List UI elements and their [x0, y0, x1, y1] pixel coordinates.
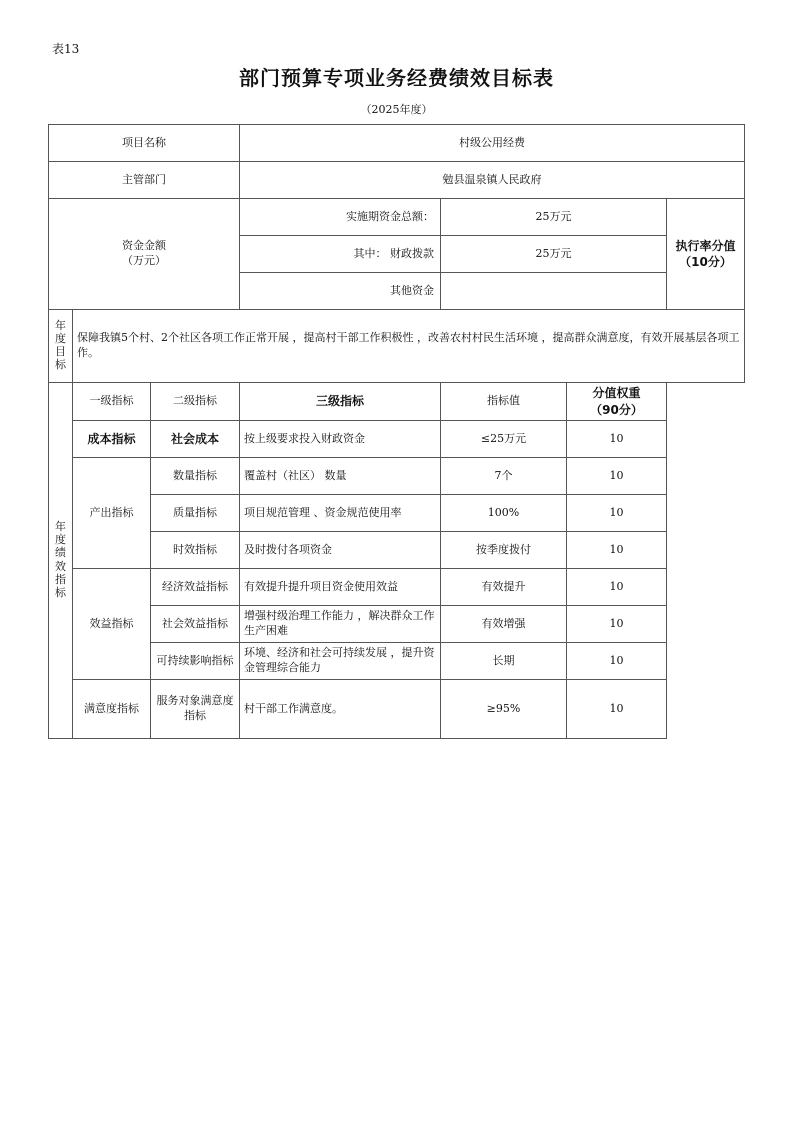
level2-cell: 社会效益指标 [151, 606, 240, 643]
funds-unit: （万元） [122, 254, 166, 267]
level3-cell: 及时拨付各项资金 [240, 532, 441, 569]
table-row [49, 458, 745, 495]
level1-output: 产出指标 [73, 458, 151, 569]
value-cell: 按季度拨付 [441, 532, 567, 569]
funds-total-row [49, 199, 745, 236]
level2-cell: 社会成本 [151, 421, 240, 458]
annual-goal-label: 年度目标 [55, 318, 66, 372]
funds-label: 资金金额 [122, 239, 166, 253]
level3-cell: 覆盖村（社区） 数量 [240, 458, 441, 495]
header-level3: 三级指标 [240, 383, 441, 421]
execution-rate-score: （10分） [679, 255, 732, 269]
indicator-header-row [49, 383, 745, 421]
funds-fiscal-label: 其中： 财政拨款 [240, 236, 441, 273]
annual-goal-text: 保障我镇5个村、2个社区各项工作正常开展 ，提高村干部工作积极性 ，改善农村村民生活环境 ，提高群众满意度，有效开展基层各项工作。 [73, 310, 745, 383]
table-row [49, 495, 745, 532]
level2-cell: 时效指标 [151, 532, 240, 569]
department-value: 勉县温泉镇人民政府 [240, 162, 745, 199]
level3-cell: 村干部工作满意度。 [240, 680, 441, 739]
funds-total-value: 25万元 [441, 199, 667, 236]
execution-rate-cell [667, 199, 745, 310]
project-name-label: 项目名称 [49, 125, 240, 162]
value-cell: 有效增强 [441, 606, 567, 643]
score-cell: 10 [567, 606, 667, 643]
header-weight-total: （90分） [590, 402, 643, 417]
year-label: （2025年度） [360, 103, 433, 116]
table-row [49, 606, 745, 643]
table-row [49, 569, 745, 606]
level1-satisfaction: 满意度指标 [73, 680, 151, 739]
table-row [49, 421, 745, 458]
score-cell: 10 [567, 495, 667, 532]
level2-cell: 可持续影响指标 [151, 643, 240, 680]
funds-total-label: 实施期资金总额： [240, 199, 441, 236]
annual-goal-label-cell [49, 310, 73, 383]
level2-cell: 服务对象满意度指标 [151, 680, 240, 739]
level1-benefit: 效益指标 [73, 569, 151, 680]
table-row [49, 643, 745, 680]
score-cell: 10 [567, 458, 667, 495]
value-cell: 100% [441, 495, 567, 532]
header-weight [567, 383, 667, 421]
level3-cell: 有效提升提升项目资金使用效益 [240, 569, 441, 606]
table-row [49, 680, 745, 739]
execution-rate-label: 执行率分值 [675, 238, 736, 253]
header-value: 指标值 [441, 383, 567, 421]
indicators-section-cell [49, 383, 73, 739]
score-cell: 10 [567, 532, 667, 569]
level3-cell: 按上级要求投入财政资金 [240, 421, 441, 458]
department-row [49, 162, 745, 199]
score-cell: 10 [567, 569, 667, 606]
score-cell: 10 [567, 643, 667, 680]
header-weight-label: 分值权重 [592, 386, 641, 401]
level3-cell: 环境、经济和社会可持续发展 ，提升资金管理综合能力 [240, 643, 441, 680]
level3-cell: 增强村级治理工作能力 ，解决群众工作生产困难 [240, 606, 441, 643]
annual-goal-row [49, 310, 745, 383]
department-label: 主管部门 [49, 162, 240, 199]
value-cell: 7个 [441, 458, 567, 495]
funds-other-label: 其他资金 [240, 273, 441, 310]
header-level1: 一级指标 [73, 383, 151, 421]
funds-label-cell [49, 199, 240, 310]
level2-cell: 数量指标 [151, 458, 240, 495]
header-level2: 二级指标 [151, 383, 240, 421]
funds-other-value [441, 273, 667, 310]
level1-cost: 成本指标 [73, 421, 151, 458]
value-cell: ≤25万元 [441, 421, 567, 458]
table-row [49, 532, 745, 569]
value-cell: 有效提升 [441, 569, 567, 606]
level2-cell: 经济效益指标 [151, 569, 240, 606]
table-number: 表13 [52, 42, 80, 56]
project-name-value: 村级公用经费 [240, 125, 745, 162]
funds-fiscal-value: 25万元 [441, 236, 667, 273]
level3-cell: 项目规范管理 、资金规范使用率 [240, 495, 441, 532]
score-cell: 10 [567, 680, 667, 739]
page-title: 部门预算专项业务经费绩效目标表 [239, 66, 554, 90]
score-cell: 10 [567, 421, 667, 458]
performance-table [48, 124, 745, 739]
value-cell: ≥95% [441, 680, 567, 739]
indicators-section-label: 年度绩效指标 [55, 520, 66, 600]
project-name-row [49, 125, 745, 162]
level2-cell: 质量指标 [151, 495, 240, 532]
value-cell: 长期 [441, 643, 567, 680]
